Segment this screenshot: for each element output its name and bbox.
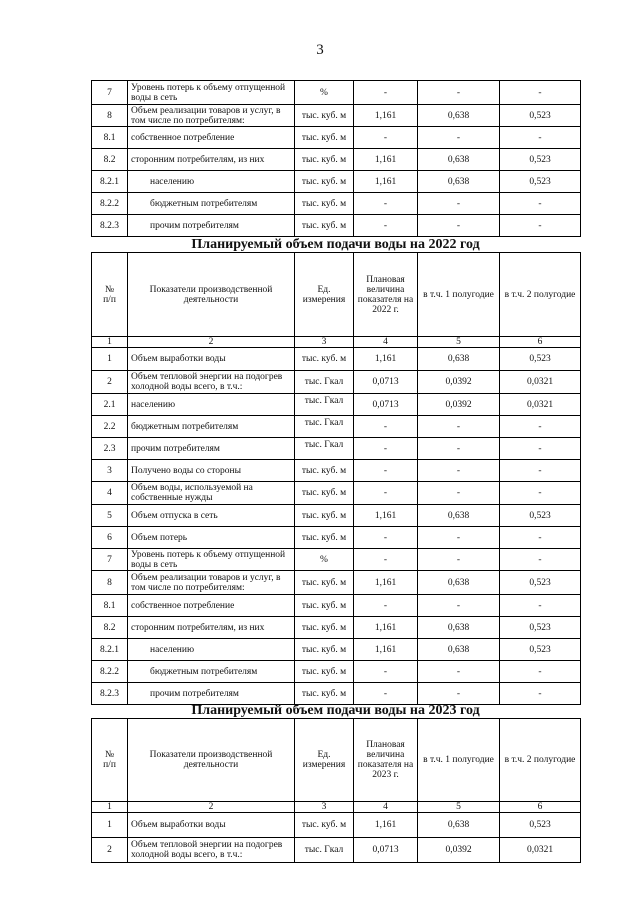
header-cell-half2: в т.ч. 2 полугодие [500, 253, 581, 337]
half1-value-cell: 0,638 [418, 149, 500, 171]
page-number: 3 [316, 42, 324, 58]
table-row [92, 639, 581, 661]
row-number-cell: 2 [92, 838, 128, 863]
table-2023 [91, 718, 581, 863]
column-number: 4 [354, 337, 418, 348]
unit-cell: тыс. Гкал [295, 438, 354, 460]
row-number-cell: 7 [92, 549, 128, 571]
plan-value-cell: - [354, 127, 418, 149]
indicator-name-cell: Объем потерь [128, 527, 295, 549]
unit-cell: тыс. куб. м [295, 215, 354, 237]
indicator-name-cell: населению [128, 639, 295, 661]
plan-value-cell: 0,0713 [354, 371, 418, 394]
half1-value-cell: 0,638 [418, 171, 500, 193]
header-cell-plan: Плановая величина показателя на 2022 г. [354, 253, 418, 337]
table-header-row [92, 719, 581, 802]
header-cell-indicator: Показатели производственной деятельности [128, 719, 295, 802]
unit-cell: тыс. куб. м [295, 595, 354, 617]
indicator-name-cell: Уровень потерь к объему отпущенной воды в сеть [128, 549, 295, 571]
table-row [92, 595, 581, 617]
half1-value-cell: - [418, 193, 500, 215]
plan-value-cell: 1,161 [354, 105, 418, 127]
indicator-name-cell: прочим потребителям [128, 215, 295, 237]
half2-value-cell: 0,523 [500, 639, 581, 661]
unit-cell: тыс. куб. м [295, 617, 354, 639]
section-title-2023: Планируемый объем подачи воды на 2023 год [191, 703, 480, 718]
indicator-name-cell: Объем реализации товаров и услуг, в том числе по потребителям: [128, 571, 295, 595]
column-number: 1 [92, 802, 128, 813]
column-number: 4 [354, 802, 418, 813]
unit-cell: тыс. Гкал [295, 838, 354, 863]
half1-value-cell: 0,0392 [418, 838, 500, 863]
plan-value-cell: 0,0713 [354, 394, 418, 416]
table-row [92, 127, 581, 149]
indicator-name-cell: населению [128, 394, 295, 416]
half2-value-cell: - [500, 193, 581, 215]
plan-value-cell: - [354, 438, 418, 460]
plan-value-cell: - [354, 683, 418, 705]
table-row [92, 460, 581, 482]
header-cell-unit: Ед. измерения [295, 719, 354, 802]
header-cell-number: № п/п [92, 253, 128, 337]
indicator-name-cell: собственное потребление [128, 595, 295, 617]
indicator-name-cell: Объем отпуска в сеть [128, 505, 295, 527]
plan-value-cell: - [354, 482, 418, 505]
half2-value-cell: - [500, 460, 581, 482]
unit-cell: тыс. куб. м [295, 505, 354, 527]
header-cell-number: № п/п [92, 719, 128, 802]
table-row [92, 813, 581, 838]
half2-value-cell: 0,0321 [500, 838, 581, 863]
half1-value-cell: - [418, 127, 500, 149]
half1-value-cell: - [418, 661, 500, 683]
row-number-cell: 1 [92, 813, 128, 838]
table-row [92, 105, 581, 127]
row-number-cell: 6 [92, 527, 128, 549]
header-cell-half1: в т.ч. 1 полугодие [418, 253, 500, 337]
half1-value-cell: 0,638 [418, 813, 500, 838]
indicator-name-cell: Объем воды, используемой на собственные нужды [128, 482, 295, 505]
unit-cell: тыс. куб. м [295, 527, 354, 549]
table-continued [91, 80, 581, 237]
unit-cell: тыс. куб. м [295, 460, 354, 482]
table-row [92, 193, 581, 215]
column-number: 3 [295, 802, 354, 813]
plan-value-cell: - [354, 527, 418, 549]
table-row [92, 81, 581, 105]
half1-value-cell: - [418, 527, 500, 549]
unit-cell: тыс. куб. м [295, 571, 354, 595]
row-number-cell: 8.2 [92, 617, 128, 639]
half1-value-cell: 0,638 [418, 571, 500, 595]
row-number-cell: 8.2.2 [92, 193, 128, 215]
unit-cell: % [295, 81, 354, 105]
unit-cell: тыс. куб. м [295, 193, 354, 215]
half1-value-cell: 0,638 [418, 505, 500, 527]
half2-value-cell: - [500, 527, 581, 549]
half1-value-cell: - [418, 215, 500, 237]
table-row [92, 394, 581, 416]
column-number: 2 [128, 337, 295, 348]
table-row [92, 215, 581, 237]
row-number-cell: 2.1 [92, 394, 128, 416]
unit-cell: тыс. Гкал [295, 371, 354, 394]
column-number: 5 [418, 802, 500, 813]
table-row [92, 549, 581, 571]
half1-value-cell: - [418, 438, 500, 460]
header-cell-plan: Плановая величина показателя на 2023 г. [354, 719, 418, 802]
half2-value-cell: 0,523 [500, 149, 581, 171]
table-row [92, 527, 581, 549]
half1-value-cell: 0,638 [418, 105, 500, 127]
header-cell-indicator: Показатели производственной деятельности [128, 253, 295, 337]
indicator-name-cell: Объем тепловой энергии на подогрев холодной воды всего, в т.ч.: [128, 838, 295, 863]
unit-cell: тыс. Гкал [295, 394, 354, 416]
unit-cell: тыс. куб. м [295, 149, 354, 171]
column-number: 6 [500, 802, 581, 813]
indicator-name-cell: собственное потребление [128, 127, 295, 149]
indicator-name-cell: Объем выработки воды [128, 813, 295, 838]
plan-value-cell: - [354, 193, 418, 215]
half2-value-cell: 0,0321 [500, 394, 581, 416]
section-title-2022: Планируемый объем подачи воды на 2022 год [191, 237, 480, 252]
half1-value-cell: 0,638 [418, 617, 500, 639]
table-2022 [91, 252, 581, 705]
indicator-name-cell: Объем выработки воды [128, 348, 295, 371]
table-row [92, 482, 581, 505]
half1-value-cell: 0,638 [418, 348, 500, 371]
plan-value-cell: - [354, 661, 418, 683]
row-number-cell: 8.1 [92, 127, 128, 149]
half2-value-cell: - [500, 595, 581, 617]
half2-value-cell: 0,523 [500, 571, 581, 595]
half1-value-cell: - [418, 460, 500, 482]
unit-cell: тыс. куб. м [295, 683, 354, 705]
unit-cell: тыс. куб. м [295, 105, 354, 127]
row-number-cell: 8.2.2 [92, 661, 128, 683]
plan-value-cell: - [354, 595, 418, 617]
half1-value-cell: - [418, 549, 500, 571]
table-row [92, 416, 581, 438]
half1-value-cell: 0,638 [418, 639, 500, 661]
unit-cell: тыс. куб. м [295, 348, 354, 371]
column-number: 5 [418, 337, 500, 348]
indicator-name-cell: Получено воды со стороны [128, 460, 295, 482]
plan-value-cell: - [354, 416, 418, 438]
half2-value-cell: 0,0321 [500, 371, 581, 394]
row-number-cell: 8.1 [92, 595, 128, 617]
row-number-cell: 2.3 [92, 438, 128, 460]
half2-value-cell: 0,523 [500, 813, 581, 838]
indicator-name-cell: бюджетным потребителям [128, 661, 295, 683]
half1-value-cell: - [418, 416, 500, 438]
half1-value-cell: - [418, 683, 500, 705]
indicator-name-cell: населению [128, 171, 295, 193]
table-row [92, 438, 581, 460]
row-number-cell: 8.2.3 [92, 683, 128, 705]
indicator-name-cell: Объем реализации товаров и услуг, в том числе по потребителям: [128, 105, 295, 127]
header-cell-half2: в т.ч. 2 полугодие [500, 719, 581, 802]
indicator-name-cell: Уровень потерь к объему отпущенной воды в сеть [128, 81, 295, 105]
row-number-cell: 8.2.3 [92, 215, 128, 237]
row-number-cell: 2 [92, 371, 128, 394]
unit-cell: тыс. куб. м [295, 813, 354, 838]
table-row [92, 838, 581, 863]
half1-value-cell: - [418, 482, 500, 505]
half2-value-cell: 0,523 [500, 171, 581, 193]
plan-value-cell: - [354, 215, 418, 237]
half2-value-cell: - [500, 127, 581, 149]
table-row [92, 683, 581, 705]
plan-value-cell: - [354, 81, 418, 105]
plan-value-cell: 1,161 [354, 617, 418, 639]
row-number-cell: 8.2 [92, 149, 128, 171]
row-number-cell: 3 [92, 460, 128, 482]
column-number: 6 [500, 337, 581, 348]
column-numbering-row [92, 802, 581, 813]
table-row [92, 348, 581, 371]
column-numbering-row [92, 337, 581, 348]
plan-value-cell: 1,161 [354, 639, 418, 661]
half1-value-cell: 0,0392 [418, 394, 500, 416]
column-number: 3 [295, 337, 354, 348]
half2-value-cell: 0,523 [500, 505, 581, 527]
plan-value-cell: 1,161 [354, 813, 418, 838]
row-number-cell: 5 [92, 505, 128, 527]
column-number: 2 [128, 802, 295, 813]
header-cell-half1: в т.ч. 1 полугодие [418, 719, 500, 802]
plan-value-cell: 1,161 [354, 149, 418, 171]
half2-value-cell: - [500, 549, 581, 571]
plan-value-cell: 1,161 [354, 171, 418, 193]
plan-value-cell: 1,161 [354, 505, 418, 527]
table-row [92, 617, 581, 639]
plan-value-cell: - [354, 460, 418, 482]
row-number-cell: 1 [92, 348, 128, 371]
unit-cell: тыс. куб. м [295, 661, 354, 683]
table-row [92, 371, 581, 394]
table-row [92, 661, 581, 683]
indicator-name-cell: Объем тепловой энергии на подогрев холодной воды всего, в т.ч.: [128, 371, 295, 394]
indicator-name-cell: сторонним потребителям, из них [128, 617, 295, 639]
unit-cell: тыс. куб. м [295, 171, 354, 193]
header-cell-unit: Ед. измерения [295, 253, 354, 337]
half2-value-cell: 0,523 [500, 617, 581, 639]
indicator-name-cell: прочим потребителям [128, 438, 295, 460]
indicator-name-cell: прочим потребителям [128, 683, 295, 705]
plan-value-cell: 1,161 [354, 348, 418, 371]
half2-value-cell: - [500, 81, 581, 105]
plan-value-cell: 0,0713 [354, 838, 418, 863]
half1-value-cell: 0,0392 [418, 371, 500, 394]
table-row [92, 505, 581, 527]
indicator-name-cell: бюджетным потребителям [128, 416, 295, 438]
row-number-cell: 4 [92, 482, 128, 505]
table-header-row [92, 253, 581, 337]
table-row [92, 571, 581, 595]
unit-cell: тыс. куб. м [295, 127, 354, 149]
table-row [92, 171, 581, 193]
unit-cell: тыс. куб. м [295, 639, 354, 661]
column-number: 1 [92, 337, 128, 348]
half2-value-cell: - [500, 416, 581, 438]
indicator-name-cell: бюджетным потребителям [128, 193, 295, 215]
half2-value-cell: - [500, 482, 581, 505]
half2-value-cell: - [500, 683, 581, 705]
half2-value-cell: 0,523 [500, 105, 581, 127]
unit-cell: % [295, 549, 354, 571]
row-number-cell: 7 [92, 81, 128, 105]
half2-value-cell: - [500, 215, 581, 237]
row-number-cell: 2.2 [92, 416, 128, 438]
half2-value-cell: - [500, 661, 581, 683]
half1-value-cell: - [418, 595, 500, 617]
row-number-cell: 8.2.1 [92, 171, 128, 193]
plan-value-cell: 1,161 [354, 571, 418, 595]
unit-cell: тыс. Гкал [295, 416, 354, 438]
indicator-name-cell: сторонним потребителям, из них [128, 149, 295, 171]
row-number-cell: 8 [92, 105, 128, 127]
table-row [92, 149, 581, 171]
unit-cell: тыс. куб. м [295, 482, 354, 505]
row-number-cell: 8 [92, 571, 128, 595]
plan-value-cell: - [354, 549, 418, 571]
half2-value-cell: - [500, 438, 581, 460]
row-number-cell: 8.2.1 [92, 639, 128, 661]
half2-value-cell: 0,523 [500, 348, 581, 371]
half1-value-cell: - [418, 81, 500, 105]
